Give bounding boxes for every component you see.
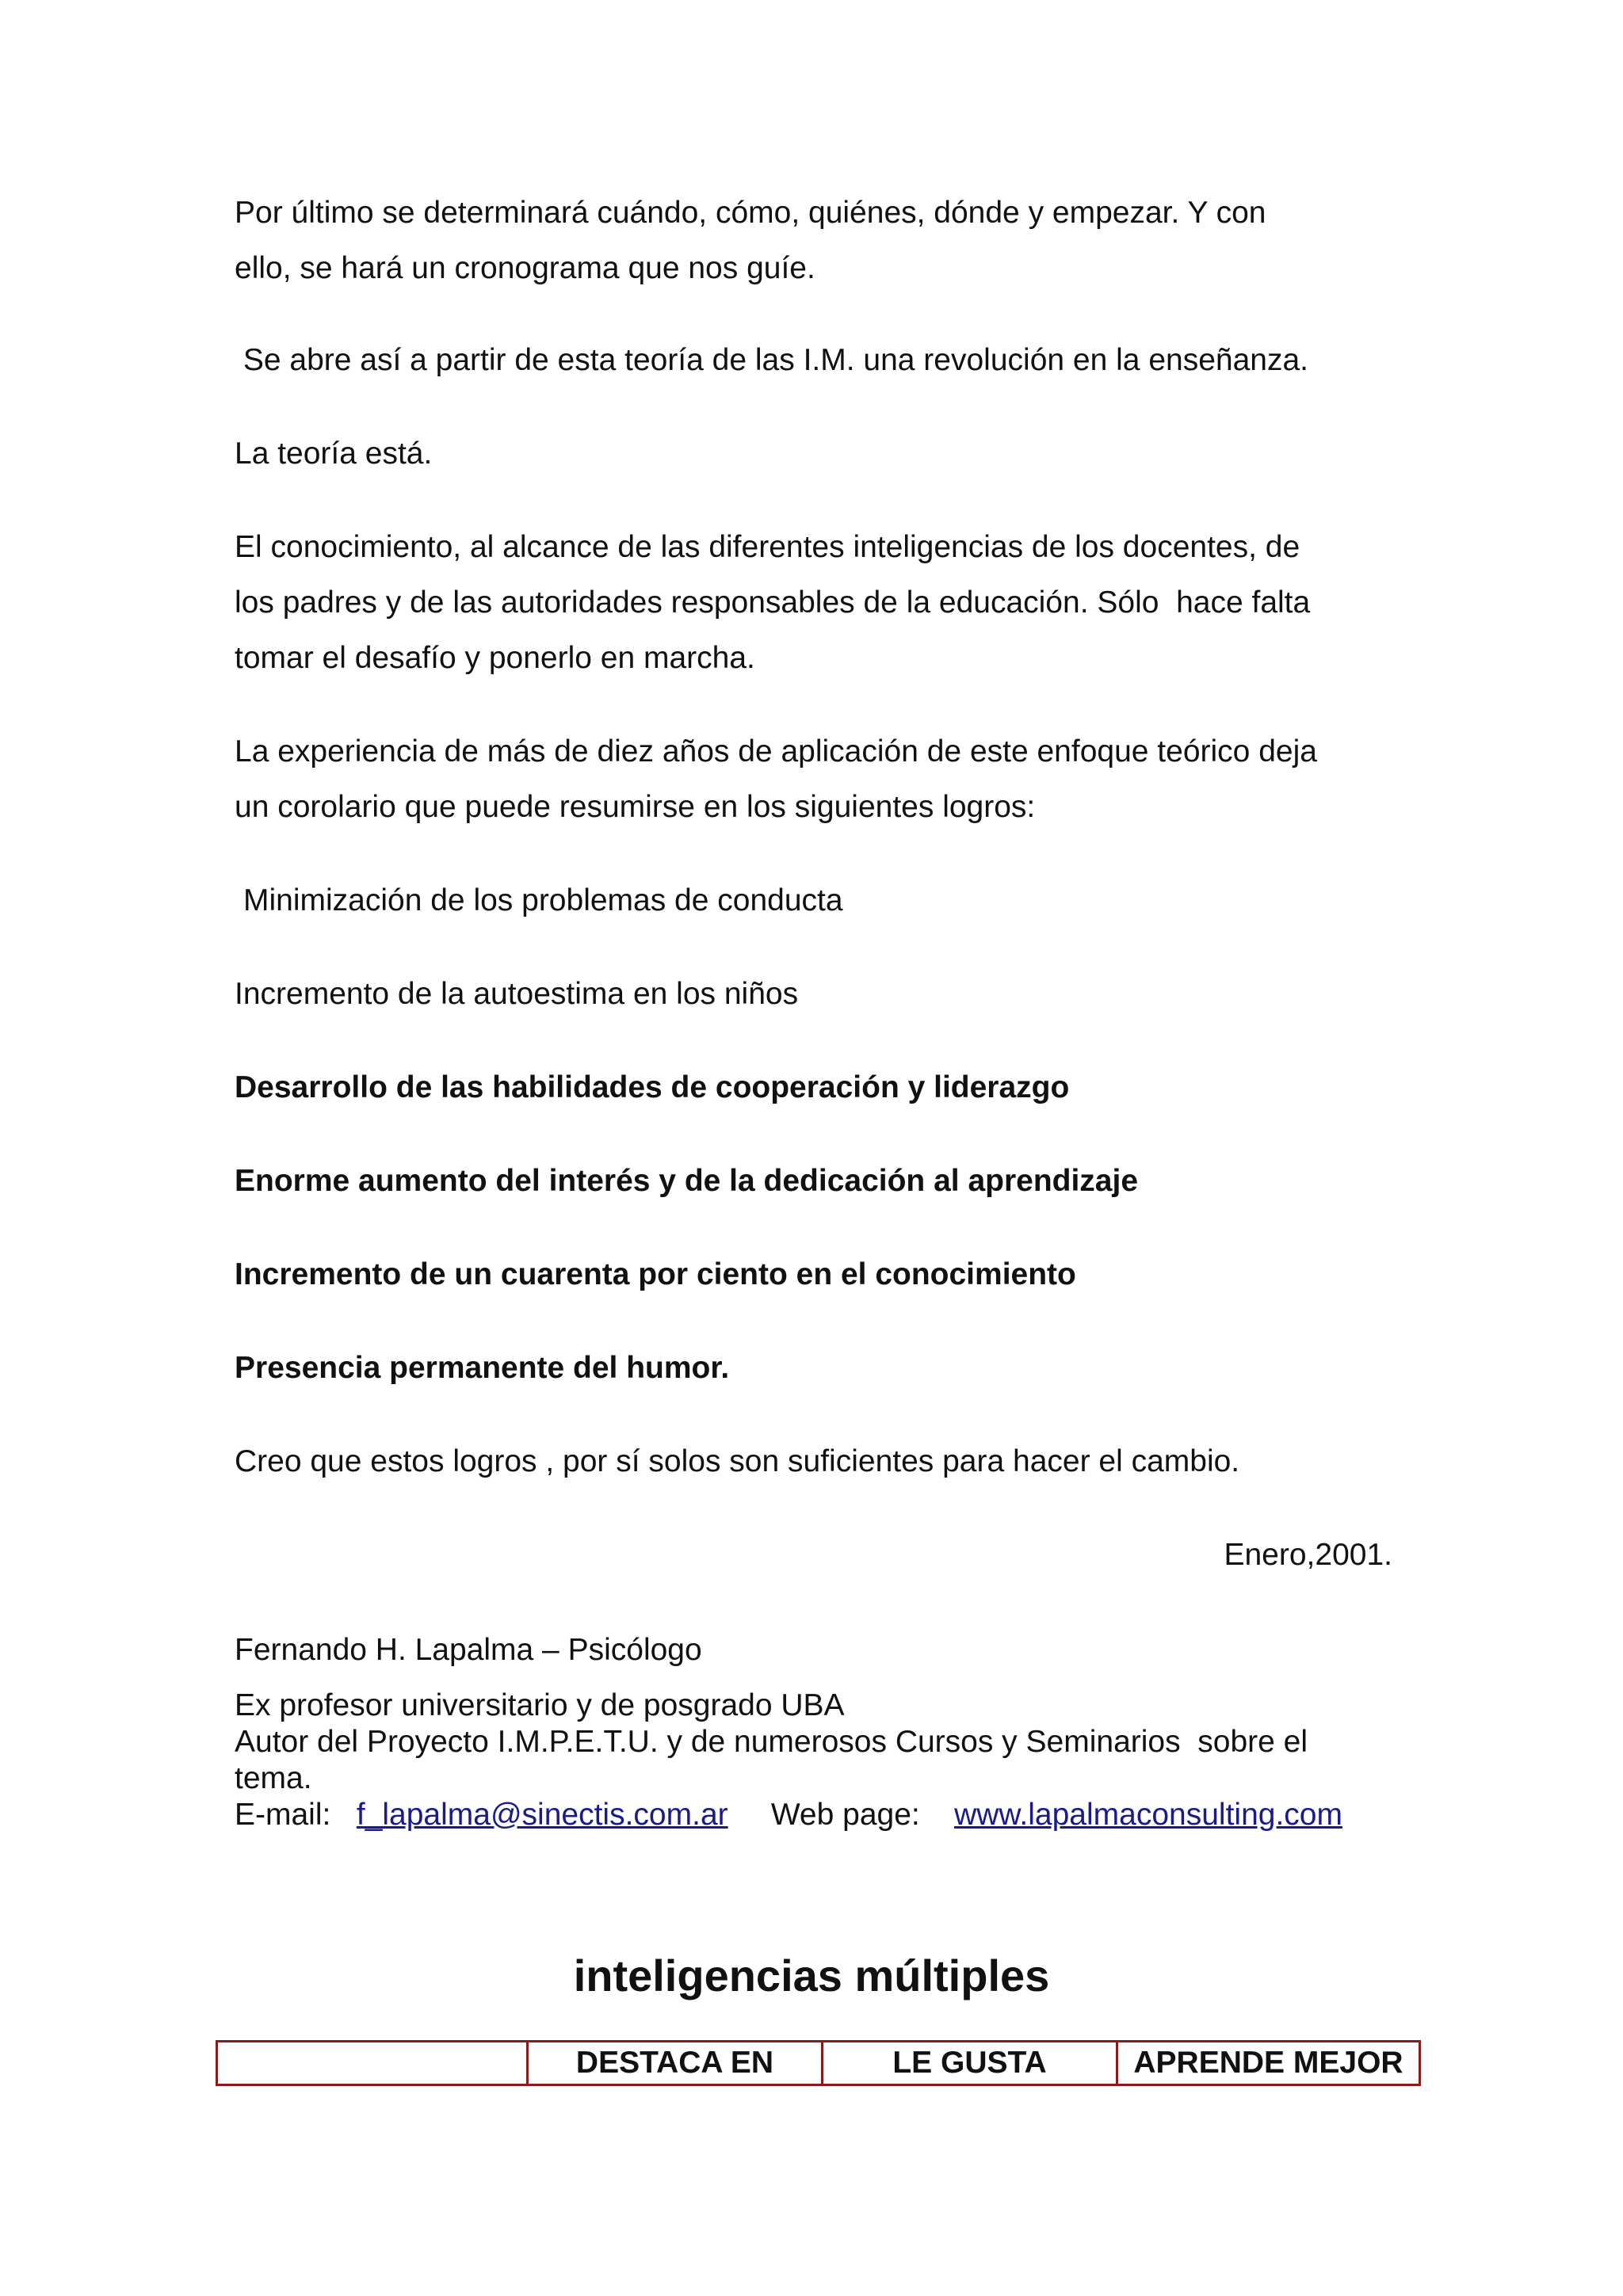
paragraph-5-line-1: La experiencia de más de diez años de aplicación de este enfoque teórico deja — [235, 734, 1317, 769]
paragraph-4-line-3: tomar el desafío y ponerlo en marcha. — [235, 641, 755, 675]
author-project-continued: tema. — [235, 1761, 312, 1795]
contact-line — [235, 1797, 1342, 1833]
author-name: Fernando H. Lapalma – Psicólogo — [235, 1633, 702, 1667]
paragraph-1-line-2: ello, se hará un cronograma que nos guíe. — [235, 251, 815, 285]
author-project: Autor del Proyecto I.M.P.E.T.U. y de numerosos Cursos y Seminarios sobre el — [235, 1725, 1308, 1759]
achievement-item: Minimización de los problemas de conducta — [243, 883, 843, 917]
achievement-item: Incremento de un cuarenta por ciento en el conocimiento — [235, 1257, 1076, 1291]
author-credentials: Ex profesor universitario y de posgrado UBA — [235, 1688, 845, 1722]
table-header-row — [217, 2042, 1420, 2085]
achievement-item: Enorme aumento del interés y de la dedicación al aprendizaje — [235, 1164, 1139, 1198]
paragraph-4-line-2: los padres y de las autoridades responsables de la educación. Sólo hace falta — [235, 585, 1311, 620]
paragraph-5-line-2: un corolario que puede resumirse en los siguientes logros: — [235, 790, 1036, 824]
closing-paragraph: Creo que estos logros , por sí solos son suficientes para hacer el cambio. — [235, 1444, 1240, 1478]
achievement-item: Desarrollo de las habilidades de cooperación y liderazgo — [235, 1070, 1070, 1104]
table-header-cell — [217, 2042, 528, 2085]
paragraph-3: La teoría está. — [235, 437, 433, 471]
web-link[interactable]: www.lapalmaconsulting.com — [954, 1798, 1342, 1832]
email-label: E-mail: — [235, 1798, 331, 1832]
achievement-item: Presencia permanente del humor. — [235, 1351, 730, 1385]
table-header-cell: DESTACA EN — [528, 2042, 823, 2085]
email-link[interactable]: f_lapalma@sinectis.com.ar — [356, 1798, 728, 1832]
table-title: inteligencias múltiples — [573, 1951, 1050, 2000]
document-date: Enero,2001. — [1224, 1538, 1392, 1572]
paragraph-2: Se abre así a partir de esta teoría de las I.M. una revolución en la enseñanza. — [235, 343, 1308, 377]
intelligences-table — [216, 2040, 1421, 2086]
paragraph-4-line-1: El conocimiento, al alcance de las diferentes inteligencias de los docentes, de — [235, 530, 1300, 564]
table-header-cell: LE GUSTA — [823, 2042, 1117, 2085]
table-header-cell: APRENDE MEJOR — [1117, 2042, 1420, 2085]
web-label: Web page: — [770, 1798, 920, 1832]
achievement-item: Incremento de la autoestima en los niños — [235, 977, 799, 1011]
paragraph-1-line-1: Por último se determinará cuándo, cómo, quiénes, dónde y empezar. Y con — [235, 196, 1266, 230]
